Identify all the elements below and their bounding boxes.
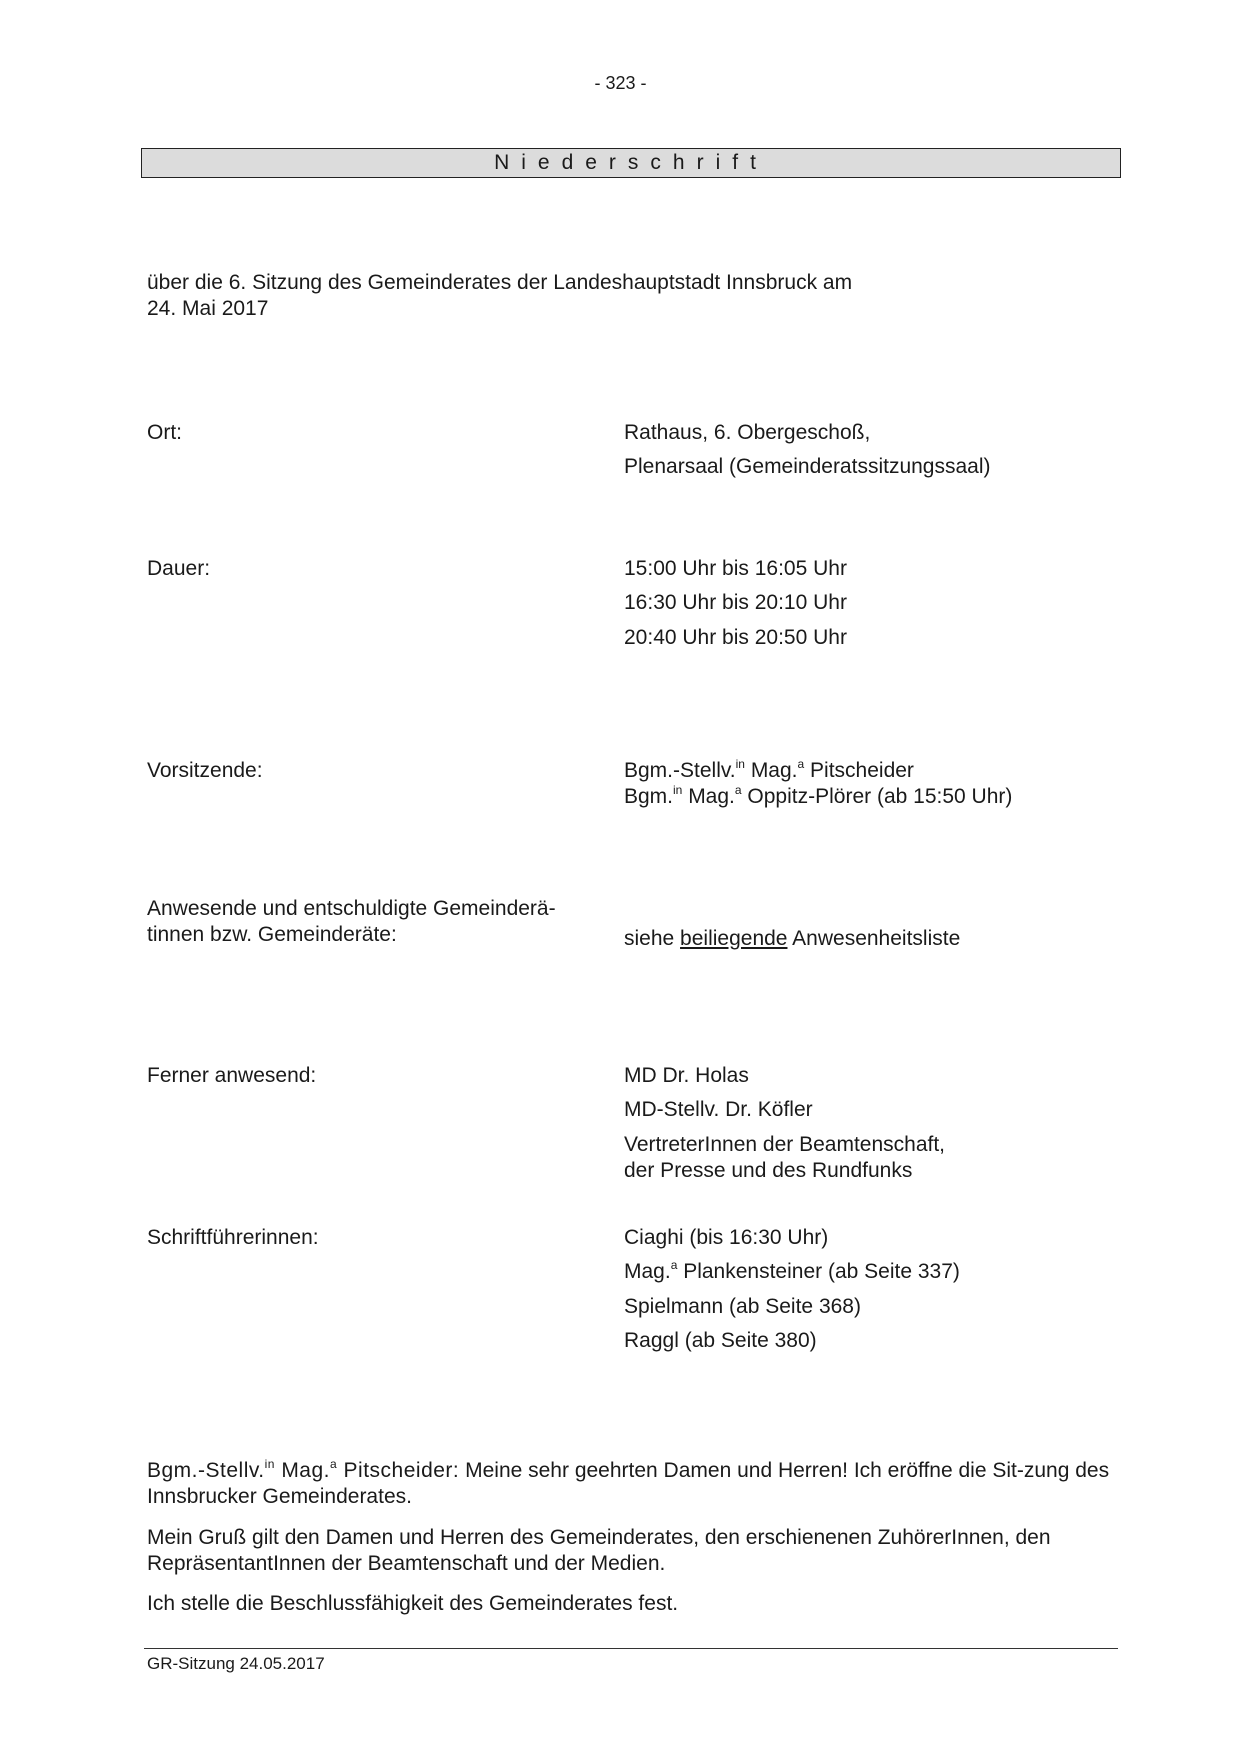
closing-paragraph-1: Bgm.-Stellv.$^{in}$ Mag.$^a$ Pitscheider: Meine sehr geehrten Damen und Herren! Ich eröffne die Sit-zung des Innsbrucker Gemeinderates. [147, 1457, 1110, 1509]
ort-label: Ort: [147, 421, 182, 444]
anwesende-value: siehe beiliegende Anwesenheitsliste [624, 927, 961, 950]
dauer-value [624, 556, 847, 651]
ferner-line-3: VertreterInnen der Beamtenschaft, [624, 1132, 946, 1156]
schrift-line-2: Mag.$^a$ Plankensteiner (ab Seite 337) [624, 1258, 960, 1284]
ferner-line-4: der Presse und des Rundfunks [624, 1158, 913, 1182]
dauer-line-2: 16:30 Uhr bis 20:10 Uhr [624, 591, 847, 615]
ferner-value [624, 1063, 945, 1184]
vorsitzende-line-1: Bgm.-Stellv.$^{in}$ Mag.$^a$ Pitscheider [624, 757, 914, 782]
ferner-line-1: MD Dr. Holas [624, 1064, 749, 1087]
closing-text [147, 1458, 1122, 1631]
anwesende-label: Anwesende und entschuldigte Gemeinderä- tinnen bzw. Gemeinderäte: [147, 897, 556, 947]
vorsitzende-line-2: Bgm.$^{in}$ Mag.$^a$ Oppitz-Plörer (ab 15:50 Uhr) [624, 783, 1013, 809]
schrift-label: Schriftführerinnen: [147, 1226, 319, 1249]
beiliegende-underlined: beiliegende [680, 927, 788, 950]
speaker-name: Bgm.-Stellv.$^{in}$ Mag.$^a$ Pitscheider: [147, 1457, 460, 1482]
closing-paragraph-2: Mein Gruß gilt den Damen und Herren des Gemeinderates, den erschienenen ZuhörerInnen, den RepräsentantInnen der Beamtenschaft und der Medien. [147, 1525, 1051, 1575]
document-title: Niederschrift [141, 148, 1121, 178]
schrift-line-3: Spielmann (ab Seite 368) [624, 1294, 861, 1318]
vorsitzende-label: Vorsitzende: [147, 759, 263, 782]
ferner-label: Ferner anwesend: [147, 1064, 317, 1087]
vorsitzende-value [624, 758, 1012, 811]
intro-line-2: 24. Mai 2017 [147, 297, 269, 321]
schrift-line-1: Ciaghi (bis 16:30 Uhr) [624, 1226, 829, 1249]
ort-value [624, 420, 991, 481]
ort-line-2: Plenarsaal (Gemeinderatssitzungssaal) [624, 455, 991, 479]
footer-rule [144, 1648, 1118, 1649]
dauer-label: Dauer: [147, 557, 211, 580]
schrift-value [624, 1225, 960, 1354]
dauer-line-3: 20:40 Uhr bis 20:50 Uhr [624, 625, 847, 649]
ort-line-1: Rathaus, 6. Obergeschoß, [624, 421, 871, 444]
footer-text: GR-Sitzung 24.05.2017 [147, 1654, 325, 1673]
schrift-line-4: Raggl (ab Seite 380) [624, 1328, 817, 1352]
dauer-line-1: 15:00 Uhr bis 16:05 Uhr [624, 557, 847, 580]
intro-text [147, 270, 947, 323]
closing-paragraph-3: Ich stelle die Beschlussfähigkeit des Gemeinderates fest. [147, 1592, 679, 1615]
page-number: - 323 - [594, 73, 647, 93]
intro-line-1: über die 6. Sitzung des Gemeinderates der Landeshauptstadt Innsbruck am [147, 271, 853, 294]
ferner-line-2: MD-Stellv. Dr. Köfler [624, 1098, 813, 1122]
